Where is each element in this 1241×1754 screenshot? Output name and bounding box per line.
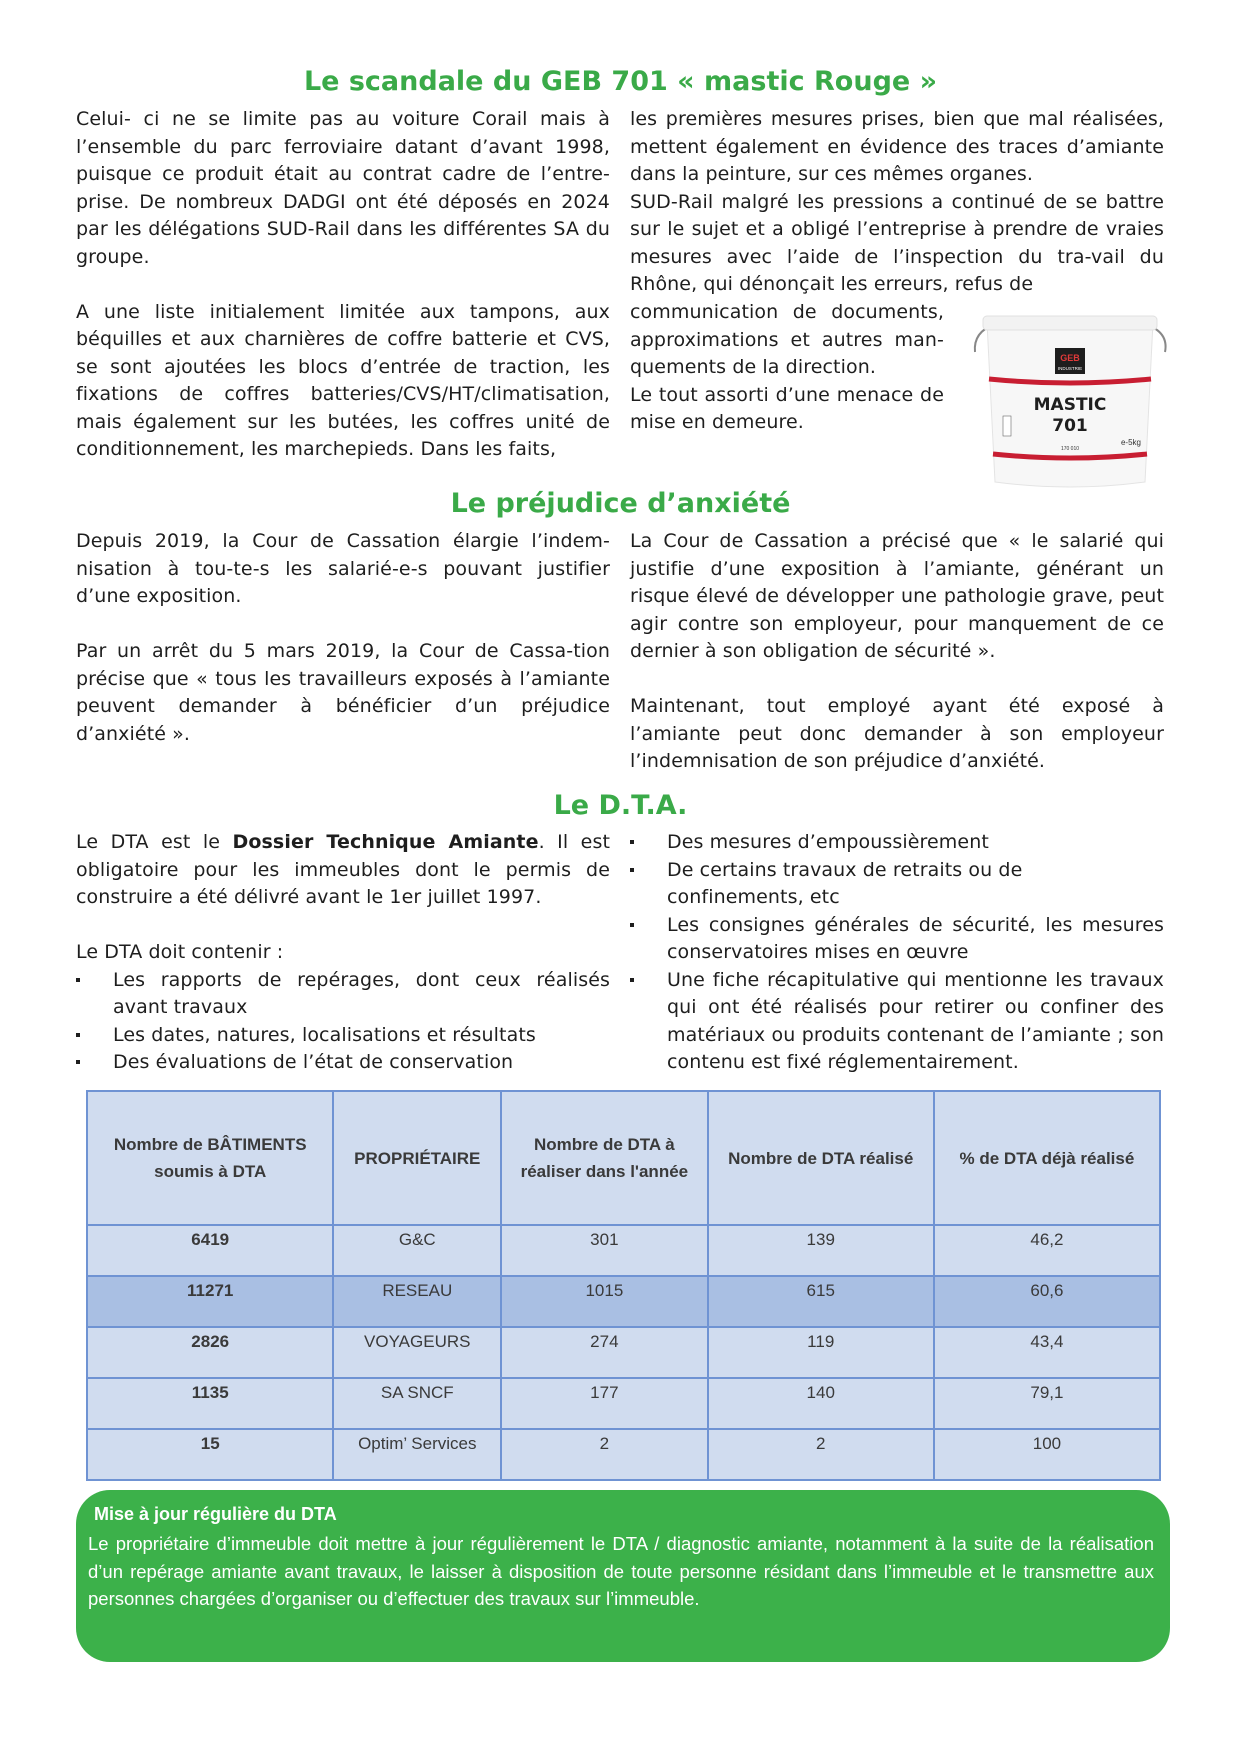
paragraph: Le tout assorti d’une menace de mise en demeure. [630,383,944,433]
column-header: Nombre de DTA à réaliser dans l'année [501,1091,707,1225]
bullet-icon [76,1033,80,1037]
table-cell: 46,2 [934,1225,1160,1276]
section1-right-column [630,106,1164,299]
bold-term: Dossier Technique Amiante [232,831,539,853]
table-cell: 119 [708,1327,934,1378]
table-cell: SA SNCF [333,1378,501,1429]
callout-box-dta-update [76,1490,1170,1662]
table-cell: 139 [708,1225,934,1276]
table-cell: 274 [501,1327,707,1378]
table-cell: G&C [333,1225,501,1276]
table-cell: 60,6 [934,1276,1160,1327]
paragraph: les premières mesures prises, bien que mal réalisées, mettent également en évidence des traces d’amiante dans la peinture, sur ces mêmes organes. [630,108,1164,185]
list-item: Des évaluations de l’état de conservation [76,1049,610,1077]
paragraph: Le DTA doit contenir : [76,941,284,963]
table-cell: 140 [708,1378,934,1429]
paragraph: SUD-Rail malgré les pressions a continué de se battre sur le sujet et a obligé l’entreprise à prendre de vraies mesures avec l’aide de l’inspection du tra-vail du Rhône, qui dénonçait les erreurs, refus de [630,190,1164,295]
column-header: % de DTA déjà réalisé [934,1091,1160,1225]
section-title-dta: Le D.T.A. [553,790,688,821]
list-item: Une fiche récapitulative qui mentionne les travaux qui ont été réalisés pour retirer ou confiner des matériaux ou produits contenant de l’amiante ; son contenu est fixé réglementairement. [630,967,1164,1077]
table-row-highlighted [87,1276,1160,1327]
paragraph: La Cour de Cassation a précisé que « le salarié qui justifie d’une exposition à l’amiante, générant un risque élevé de développer une pathologie grave, peut agir contre son employeur, pour manquement de ce dernier à son obligation de sécurité ». [630,530,1164,662]
table-cell: 2 [708,1429,934,1480]
table-header-row [87,1091,1160,1225]
table-cell: 177 [501,1378,707,1429]
table-cell: 79,1 [934,1378,1160,1429]
bullet-icon [76,978,80,982]
table-cell: 2 [501,1429,707,1480]
callout-title: Mise à jour régulière du DTA [94,1504,337,1524]
section3-left-column [76,829,610,1077]
paragraph: Par un arrêt du 5 mars 2019, la Cour de Cassa-tion précise que « tous les travailleurs exposés à l’amiante peuvent demander à bénéficier d’un préjudice d’anxiété ». [76,640,610,745]
column-header: Nombre de DTA réalisé [708,1091,934,1225]
bullet-list [630,829,1164,1077]
section-title-prejudice-anxiete: Le préjudice d’anxiété [450,488,791,519]
column-header: Nombre de BÂTIMENTS soumis à DTA [87,1091,333,1225]
table-cell: 100 [934,1429,1160,1480]
bullet-icon [76,1060,80,1064]
list-item: Les dates, natures, localisations et résultats [76,1022,610,1050]
svg-text:701: 701 [1052,416,1088,436]
table-row [87,1327,1160,1378]
paragraph: Maintenant, tout employé ayant été exposé à l’amiante peut donc demander à son employeur l’indemnisation de son préjudice d’anxiété. [630,695,1164,772]
bullet-list [76,967,610,1077]
table-cell: 1015 [501,1276,707,1327]
bullet-icon [630,923,634,927]
section1-left-column [76,106,610,464]
section-title-geb701: Le scandale du GEB 701 « mastic Rouge » [303,66,938,97]
paragraph: A une liste initialement limitée aux tampons, aux béquilles et aux charnières de coffre batterie et CVS, se sont ajoutées les blocs d’entrée de traction, les fixations de coffres batteries/CVS/HT/climatisation, mais également sur les butées, les coffres unité de conditionnement, les marchepieds. Dans les faits, [76,300,610,460]
mastic-bucket-image [965,312,1175,492]
list-item: De certains travaux de retraits ou de confinements, etc [630,857,1164,912]
table-row [87,1225,1160,1276]
table-cell: Optim’ Services [333,1429,501,1480]
table-row [87,1378,1160,1429]
table-cell: 615 [708,1276,934,1327]
table-row [87,1429,1160,1480]
table-cell: 1135 [87,1378,333,1429]
section2-right-column [630,528,1164,776]
table-cell: 6419 [87,1225,333,1276]
paragraph: Celui- ci ne se limite pas au voiture Corail mais à l’ensemble du parc ferroviaire datant d’avant 1998, puisque ce produit était au contrat cadre de l’entre-prise. De nombreux DADGI ont été déposés en 2024 par les délégations SUD-Rail dans les différentes SA du groupe. [76,108,610,268]
table-cell: 301 [501,1225,707,1276]
svg-text:170 010: 170 010 [1060,446,1080,452]
list-item: Des mesures d’empoussièrement [630,829,1164,857]
column-header: PROPRIÉTAIRE [333,1091,501,1225]
list-item: Les rapports de repérages, dont ceux réalisés avant travaux [76,967,610,1022]
svg-text:INDUSTRIE: INDUSTRIE [1057,366,1083,371]
bullet-icon [630,840,634,844]
callout-text: Le propriétaire d’immeuble doit mettre à jour régulièrement le DTA / diagnostic amiante, notamment à la suite de la réalisation d’un repérage amiante avant travaux, le laisser à disposition de toute personne résidant dans l’immeuble et le transmettre aux personnes chargées d’organiser ou d’effectuer des travaux sur l’immeuble. [88,1533,1154,1609]
dta-table [86,1090,1161,1481]
section3-right-column [630,829,1164,1077]
table-cell: RESEAU [333,1276,501,1327]
paragraph: Le DTA est le Dossier Technique Amiante. Il est obligatoire pour les immeubles dont le permis de construire a été délivré avant le 1er juillet 1997. [76,831,611,908]
table-cell: 15 [87,1429,333,1480]
list-item: Les consignes générales de sécurité, les mesures conservatoires mises en œuvre [630,912,1164,967]
section2-left-column [76,528,610,748]
section1-right-column-wrap [630,299,944,437]
table-cell: 2826 [87,1327,333,1378]
paragraph: communication de documents, approximations et autres man-quements de la direction. [630,301,944,378]
svg-text:e-5kg: e-5kg [1120,438,1141,447]
table-cell: 43,4 [934,1327,1160,1378]
svg-text:MASTIC: MASTIC [1033,395,1107,415]
bullet-icon [630,978,634,982]
table-cell: 11271 [87,1276,333,1327]
paragraph: Depuis 2019, la Cour de Cassation élargie l’indem-nisation à tou-te-s les salarié-e-s pouvant justifier d’une exposition. [76,530,610,607]
bullet-icon [630,868,634,872]
svg-text:GEB: GEB [1060,353,1080,363]
table-cell: VOYAGEURS [333,1327,501,1378]
